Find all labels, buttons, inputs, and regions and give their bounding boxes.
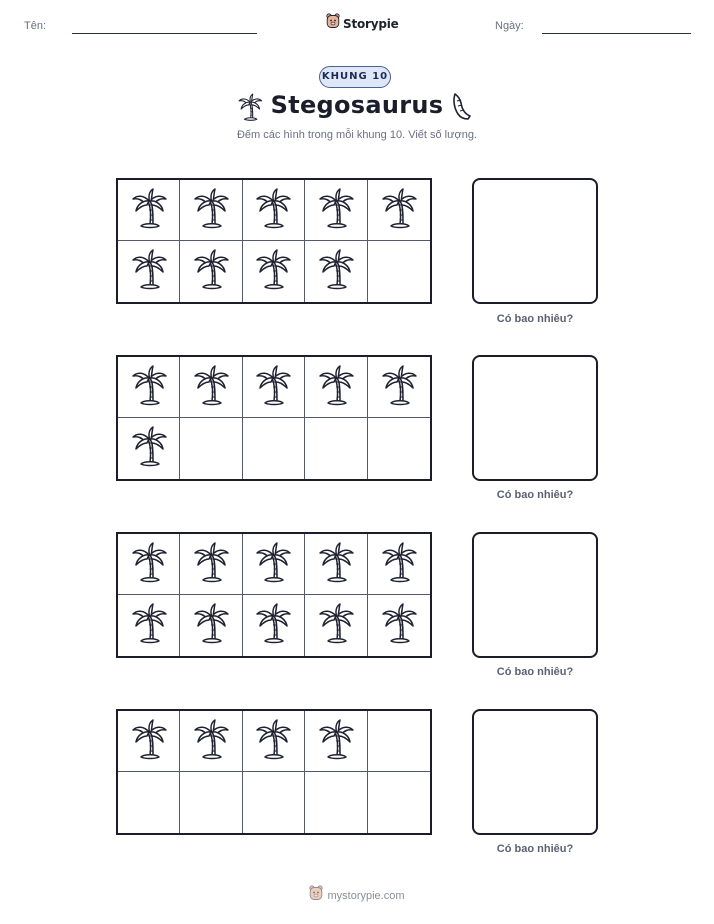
palm-tree-icon [129,717,169,766]
ten-frame-cell [305,595,367,656]
ten-frame-cell [118,357,180,418]
ten-frame-1 [116,178,432,304]
palm-tree-icon [253,601,293,650]
ten-frame-cell [368,418,430,479]
palm-tree-icon [129,363,169,412]
palm-tree-icon [316,186,356,235]
palm-tree-icon [191,247,231,296]
palm-tree-icon [253,717,293,766]
ten-frame-cell [368,711,430,772]
answer-prompt-2: Có bao nhiêu? [496,489,574,501]
name-label: Tên: [24,20,47,32]
ten-frame-cell [180,711,242,772]
palm-tree-icon [253,363,293,412]
ten-frame-cell [180,418,242,479]
ten-frame-cell [118,711,180,772]
palm-tree-icon [316,601,356,650]
palm-tree-icon [316,540,356,589]
ten-frame-cell [243,418,305,479]
palm-tree-icon [316,363,356,412]
brand-logo [326,13,399,34]
palm-tree-icon [191,540,231,589]
answer-box-2[interactable] [472,355,598,481]
palm-tree-icon [379,601,419,650]
palm-tree-icon [253,186,293,235]
ten-frame-cell [243,534,305,595]
ten-frame-cell [118,534,180,595]
page-title: Stegosaurus [270,91,444,119]
ten-frame-cell [180,357,242,418]
ten-frame-cell [368,595,430,656]
palm-tree-icon [129,186,169,235]
ten-frame-cell [243,180,305,241]
ten-frame-cell [118,772,180,833]
answer-box-1[interactable] [472,178,598,304]
palm-tree-icon [253,540,293,589]
palm-tree-icon [129,540,169,589]
answer-prompt-1: Có bao nhiêu? [496,313,574,325]
ten-frame-2 [116,355,432,481]
bear-mascot-icon [326,13,340,34]
ten-frame-cell [305,180,367,241]
palm-tree-icon [191,601,231,650]
ten-frame-cell [305,534,367,595]
date-label: Ngày: [495,20,524,32]
ten-frame-cell [180,534,242,595]
palm-tree-icon [129,247,169,296]
ten-frame-cell [368,534,430,595]
instructions: Đếm các hình trong mỗi khung 10. Viết số lượng. [236,129,477,141]
palm-tree-icon [379,363,419,412]
footer [0,885,714,906]
ten-frame-cell [180,595,242,656]
ten-frame-cell [305,418,367,479]
palm-tree-icon [129,601,169,650]
ten-frame-cell [180,180,242,241]
ten-frame-cell [243,772,305,833]
ten-frame-cell [118,595,180,656]
ten-frame-cell [243,241,305,302]
answer-box-4[interactable] [472,709,598,835]
palm-tree-icon [253,247,293,296]
ten-frame-4 [116,709,432,835]
palm-tree-icon [191,363,231,412]
palm-tree-icon [316,247,356,296]
ten-frame-cell [243,595,305,656]
ten-frame-cell [118,241,180,302]
ten-frame-cell [305,241,367,302]
brand-name: Storypie [343,16,399,31]
ten-frame-badge: KHUNG 10 [319,66,391,88]
ten-frame-cell [118,180,180,241]
ten-frame-cell [180,241,242,302]
ten-frame-cell [305,772,367,833]
ten-frame-cell [368,357,430,418]
answer-prompt-3: Có bao nhiêu? [496,666,574,678]
ten-frame-cell [118,418,180,479]
ten-frame-cell [368,241,430,302]
dinosaur-horn-icon [450,92,472,127]
ten-frame-cell [243,711,305,772]
palm-tree-icon [129,424,169,473]
ten-frame-cell [243,357,305,418]
palm-tree-icon [316,717,356,766]
ten-frame-cell [180,772,242,833]
ten-frame-cell [305,711,367,772]
ten-frame-cell [368,180,430,241]
answer-box-3[interactable] [472,532,598,658]
palm-tree-icon [191,186,231,235]
answer-prompt-4: Có bao nhiêu? [496,843,574,855]
palm-tree-icon [379,540,419,589]
name-line[interactable] [72,33,257,34]
ten-frame-cell [368,772,430,833]
footer-url: mystorypie.com [327,889,405,902]
date-line[interactable] [542,33,691,34]
ten-frame-cell [305,357,367,418]
palm-tree-icon [379,186,419,235]
ten-frame-3 [116,532,432,658]
bear-mascot-icon [309,885,323,906]
palm-tree-icon [191,717,231,766]
